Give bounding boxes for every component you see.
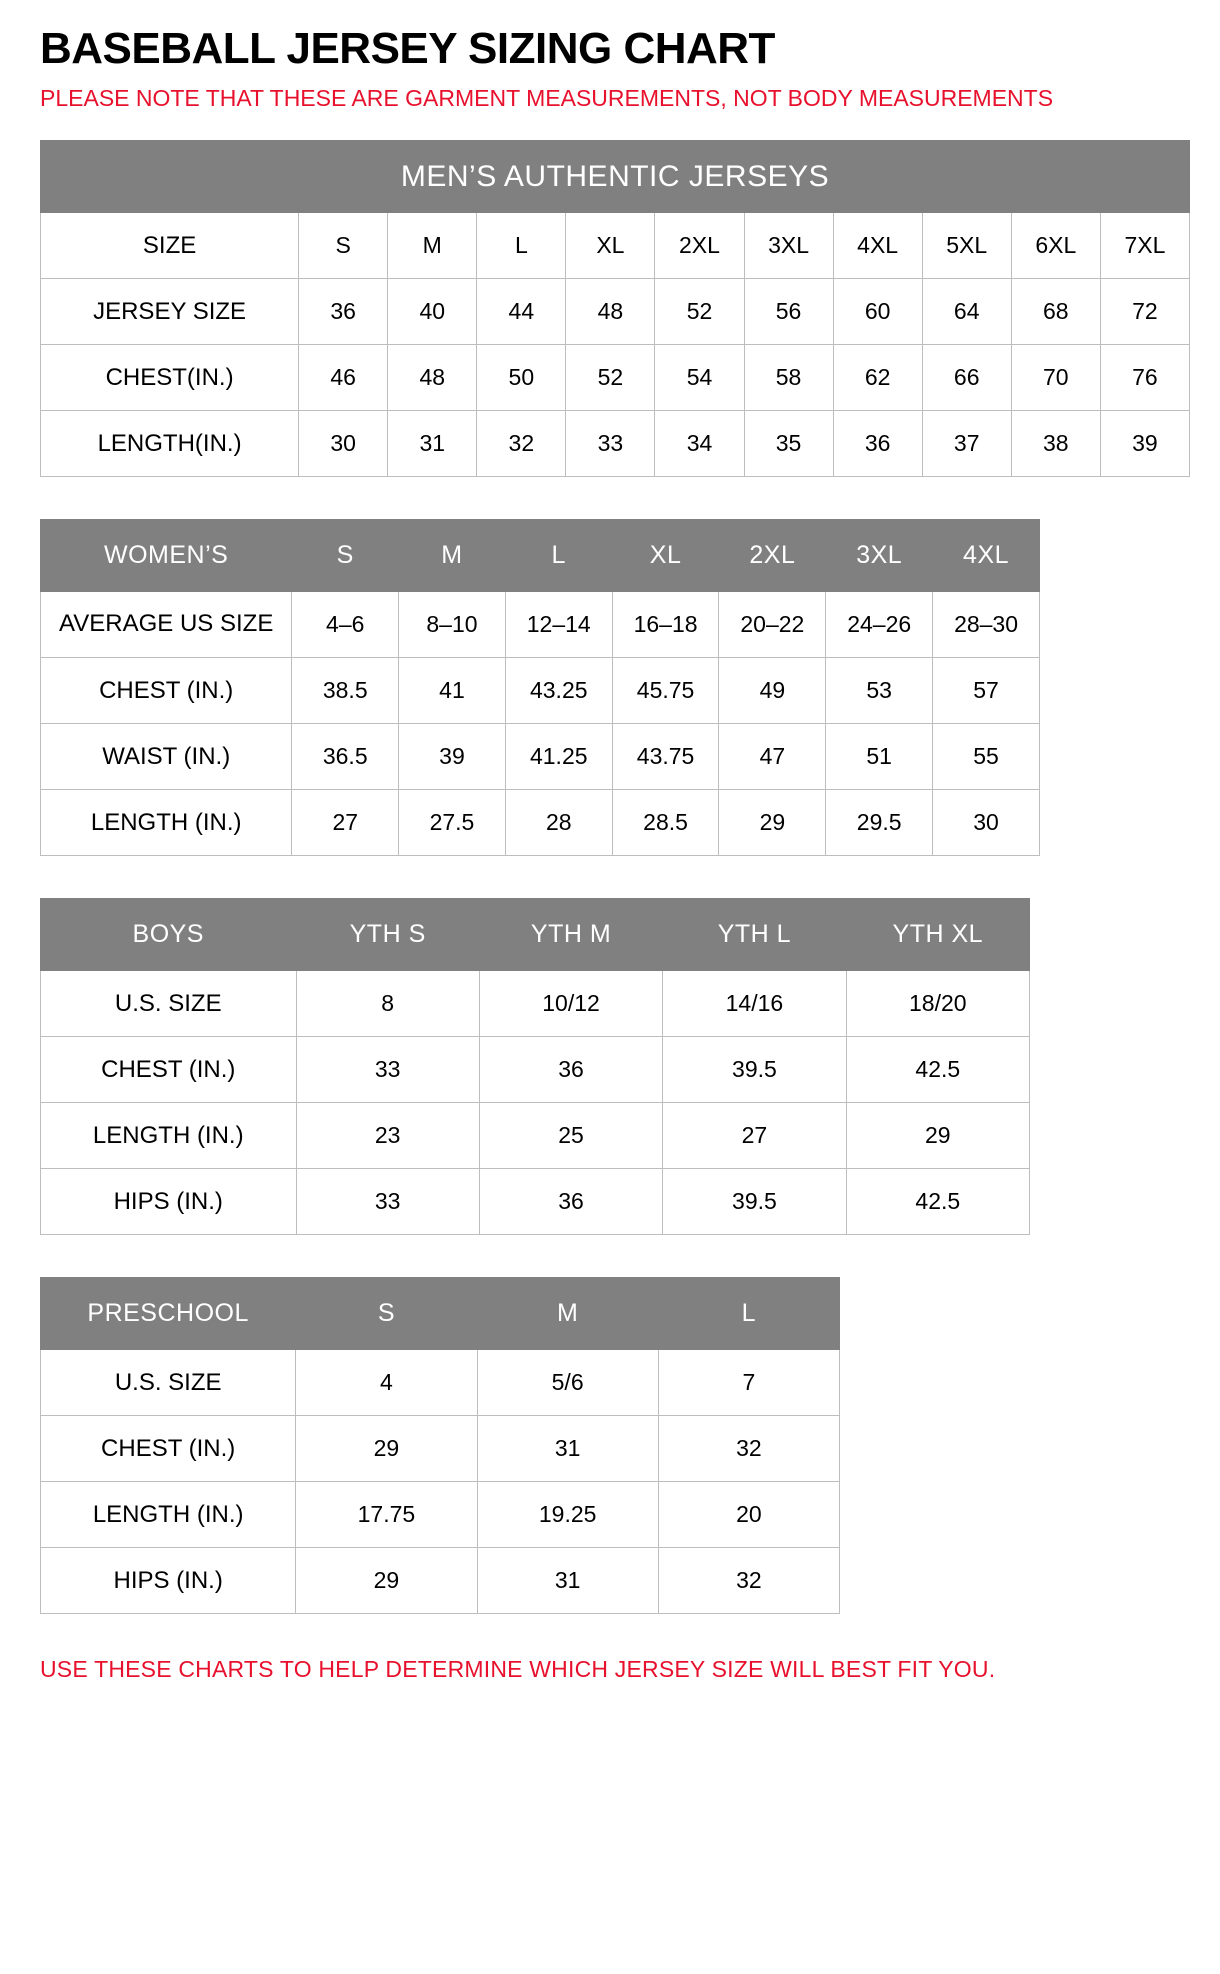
cell: 48 xyxy=(388,345,477,411)
table-row xyxy=(41,1350,840,1416)
cell: 39 xyxy=(399,724,506,790)
cell: 46 xyxy=(299,345,388,411)
table-row xyxy=(41,213,1190,279)
table-row xyxy=(41,724,1040,790)
cell: 52 xyxy=(566,345,655,411)
row-label: U.S. SIZE xyxy=(41,1350,296,1416)
cell: 29 xyxy=(296,1416,477,1482)
cell: 31 xyxy=(477,1548,658,1614)
cell: 18/20 xyxy=(846,971,1029,1037)
row-label: HIPS (IN.) xyxy=(41,1169,297,1235)
cell: 39.5 xyxy=(663,1169,846,1235)
cell: M xyxy=(388,213,477,279)
cell: 10/12 xyxy=(479,971,662,1037)
cell: 70 xyxy=(1011,345,1100,411)
cell: L xyxy=(477,213,566,279)
cell: 41 xyxy=(399,658,506,724)
table-row xyxy=(41,1482,840,1548)
cell: 23 xyxy=(296,1103,479,1169)
row-label: LENGTH(IN.) xyxy=(41,411,299,477)
row-label: LENGTH (IN.) xyxy=(41,1482,296,1548)
cell: 33 xyxy=(296,1169,479,1235)
cell: 4 xyxy=(296,1350,477,1416)
cell: 33 xyxy=(566,411,655,477)
cell: 27 xyxy=(292,790,399,856)
table-row xyxy=(41,790,1040,856)
cell: 19.25 xyxy=(477,1482,658,1548)
cell: 39.5 xyxy=(663,1037,846,1103)
cell: 64 xyxy=(922,279,1011,345)
cell: 4–6 xyxy=(292,592,399,658)
cell: 42.5 xyxy=(846,1037,1029,1103)
column-header: S xyxy=(292,520,399,592)
boys-header-label: BOYS xyxy=(41,899,297,971)
column-header: 3XL xyxy=(826,520,933,592)
cell: 57 xyxy=(933,658,1040,724)
cell: 24–26 xyxy=(826,592,933,658)
page-title: BASEBALL JERSEY SIZING CHART xyxy=(40,24,775,73)
cell: 14/16 xyxy=(663,971,846,1037)
table-row xyxy=(41,279,1190,345)
footer-note: USE THESE CHARTS TO HELP DETERMINE WHICH JERSEY SIZE WILL BEST FIT YOU. xyxy=(40,1656,996,1683)
row-label: CHEST (IN.) xyxy=(41,1416,296,1482)
cell: 31 xyxy=(388,411,477,477)
cell: 60 xyxy=(833,279,922,345)
cell: 45.75 xyxy=(612,658,719,724)
row-label: WAIST (IN.) xyxy=(41,724,292,790)
column-header: YTH S xyxy=(296,899,479,971)
preschool-jerseys-table xyxy=(40,1277,840,1614)
cell: 27.5 xyxy=(399,790,506,856)
cell: 58 xyxy=(744,345,833,411)
cell: 20–22 xyxy=(719,592,826,658)
cell: 3XL xyxy=(744,213,833,279)
cell: 32 xyxy=(658,1416,839,1482)
cell: 36 xyxy=(479,1169,662,1235)
cell: 72 xyxy=(1100,279,1189,345)
cell: 7XL xyxy=(1100,213,1189,279)
cell: 36 xyxy=(479,1037,662,1103)
cell: 8 xyxy=(296,971,479,1037)
column-header: 4XL xyxy=(933,520,1040,592)
cell: 42.5 xyxy=(846,1169,1029,1235)
cell: 62 xyxy=(833,345,922,411)
cell: 29.5 xyxy=(826,790,933,856)
cell: 29 xyxy=(296,1548,477,1614)
cell: 16–18 xyxy=(612,592,719,658)
column-header: XL xyxy=(612,520,719,592)
cell: 5XL xyxy=(922,213,1011,279)
cell: 40 xyxy=(388,279,477,345)
table-row xyxy=(41,411,1190,477)
cell: 53 xyxy=(826,658,933,724)
cell: 6XL xyxy=(1011,213,1100,279)
column-header: YTH XL xyxy=(846,899,1029,971)
cell: 36.5 xyxy=(292,724,399,790)
cell: 68 xyxy=(1011,279,1100,345)
row-label: U.S. SIZE xyxy=(41,971,297,1037)
mens-banner: MEN’S AUTHENTIC JERSEYS xyxy=(41,141,1190,213)
cell: XL xyxy=(566,213,655,279)
cell: 32 xyxy=(658,1548,839,1614)
cell: 39 xyxy=(1100,411,1189,477)
table-header-row xyxy=(41,899,1030,971)
row-label: JERSEY SIZE xyxy=(41,279,299,345)
cell: 38.5 xyxy=(292,658,399,724)
boys-jerseys-table xyxy=(40,898,1030,1235)
cell: 2XL xyxy=(655,213,744,279)
cell: 31 xyxy=(477,1416,658,1482)
table-header-row xyxy=(41,520,1040,592)
cell: 56 xyxy=(744,279,833,345)
table-row xyxy=(41,345,1190,411)
womens-jerseys-table xyxy=(40,519,1040,856)
measurement-note: PLEASE NOTE THAT THESE ARE GARMENT MEASUREMENTS, NOT BODY MEASUREMENTS xyxy=(40,85,1054,112)
cell: 66 xyxy=(922,345,1011,411)
cell: 54 xyxy=(655,345,744,411)
table-row xyxy=(41,971,1030,1037)
column-header: 2XL xyxy=(719,520,826,592)
column-header: S xyxy=(296,1278,477,1350)
table-row xyxy=(41,1037,1030,1103)
table-row xyxy=(41,592,1040,658)
cell: 28–30 xyxy=(933,592,1040,658)
column-header: YTH L xyxy=(663,899,846,971)
cell: 25 xyxy=(479,1103,662,1169)
table-row xyxy=(41,1416,840,1482)
cell: 27 xyxy=(663,1103,846,1169)
row-label: CHEST (IN.) xyxy=(41,1037,297,1103)
cell: 38 xyxy=(1011,411,1100,477)
row-label: CHEST (IN.) xyxy=(41,658,292,724)
table-banner-row xyxy=(41,141,1190,213)
cell: 20 xyxy=(658,1482,839,1548)
cell: S xyxy=(299,213,388,279)
cell: 49 xyxy=(719,658,826,724)
cell: 36 xyxy=(833,411,922,477)
cell: 29 xyxy=(719,790,826,856)
cell: 7 xyxy=(658,1350,839,1416)
womens-header-label: WOMEN’S xyxy=(41,520,292,592)
cell: 35 xyxy=(744,411,833,477)
cell: 41.25 xyxy=(505,724,612,790)
cell: 47 xyxy=(719,724,826,790)
cell: 17.75 xyxy=(296,1482,477,1548)
cell: 36 xyxy=(299,279,388,345)
row-label: LENGTH (IN.) xyxy=(41,1103,297,1169)
cell: 28.5 xyxy=(612,790,719,856)
cell: 43.75 xyxy=(612,724,719,790)
row-label: SIZE xyxy=(41,213,299,279)
cell: 43.25 xyxy=(505,658,612,724)
cell: 33 xyxy=(296,1037,479,1103)
column-header: L xyxy=(505,520,612,592)
preschool-header-label: PRESCHOOL xyxy=(41,1278,296,1350)
cell: 52 xyxy=(655,279,744,345)
table-row xyxy=(41,1103,1030,1169)
cell: 29 xyxy=(846,1103,1029,1169)
cell: 51 xyxy=(826,724,933,790)
table-row xyxy=(41,658,1040,724)
cell: 76 xyxy=(1100,345,1189,411)
row-label: HIPS (IN.) xyxy=(41,1548,296,1614)
cell: 48 xyxy=(566,279,655,345)
cell: 4XL xyxy=(833,213,922,279)
cell: 8–10 xyxy=(399,592,506,658)
table-row xyxy=(41,1548,840,1614)
row-label: AVERAGE US SIZE xyxy=(41,592,292,658)
table-header-row xyxy=(41,1278,840,1350)
cell: 44 xyxy=(477,279,566,345)
cell: 50 xyxy=(477,345,566,411)
row-label: CHEST(IN.) xyxy=(41,345,299,411)
table-row xyxy=(41,1169,1030,1235)
column-header: L xyxy=(658,1278,839,1350)
cell: 28 xyxy=(505,790,612,856)
cell: 30 xyxy=(299,411,388,477)
cell: 30 xyxy=(933,790,1040,856)
cell: 55 xyxy=(933,724,1040,790)
column-header: M xyxy=(399,520,506,592)
cell: 34 xyxy=(655,411,744,477)
cell: 5/6 xyxy=(477,1350,658,1416)
cell: 32 xyxy=(477,411,566,477)
mens-authentic-jerseys-table xyxy=(40,140,1190,477)
cell: 37 xyxy=(922,411,1011,477)
cell: 12–14 xyxy=(505,592,612,658)
row-label: LENGTH (IN.) xyxy=(41,790,292,856)
column-header: M xyxy=(477,1278,658,1350)
column-header: YTH M xyxy=(479,899,662,971)
